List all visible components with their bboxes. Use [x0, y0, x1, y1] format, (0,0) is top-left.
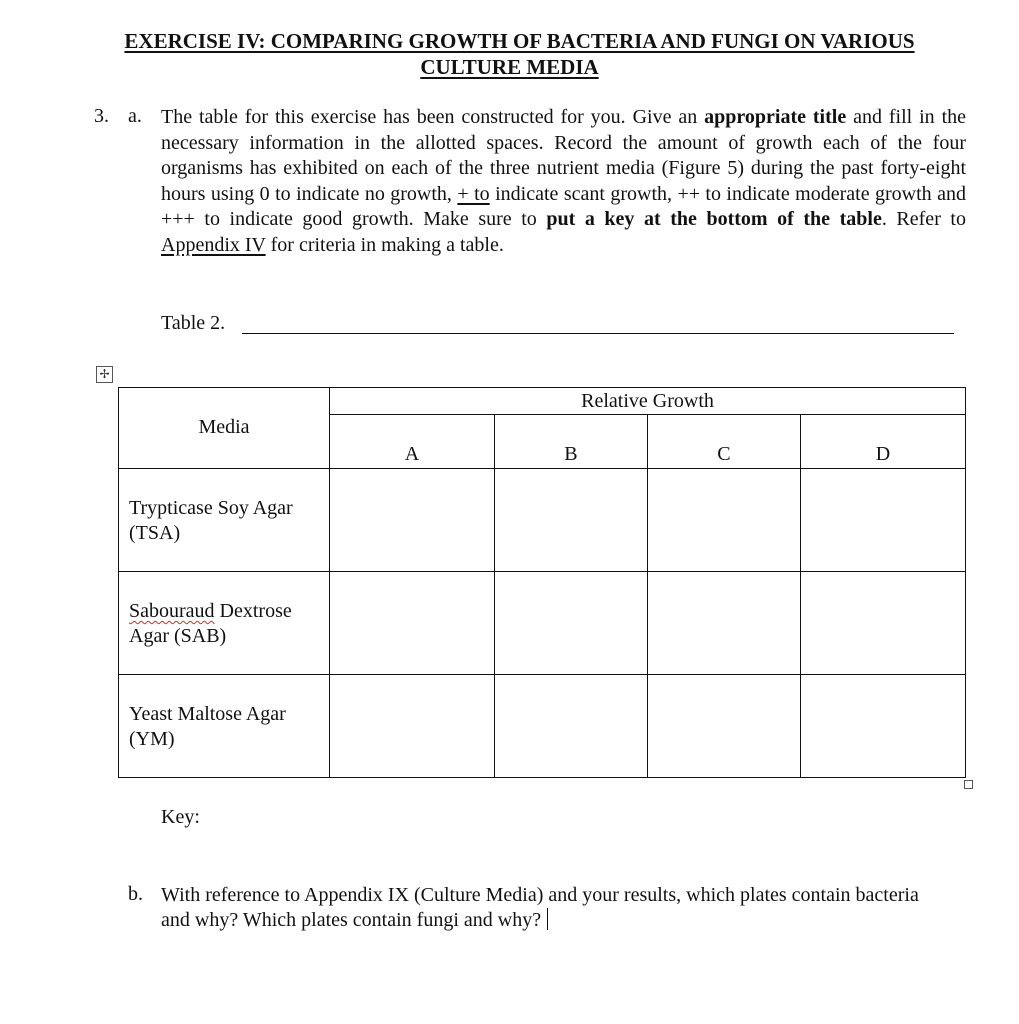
text-cursor [547, 908, 548, 930]
table-row [119, 674, 966, 777]
question-b-text[interactable]: With reference to Appendix IX (Culture Media) and your results, which plates contain bacteria and why? Which plates contain fungi and why? [161, 884, 919, 931]
table-row [119, 571, 966, 674]
growth-cell-ym-a[interactable] [330, 674, 495, 777]
underlined-plus-to: + to [457, 182, 490, 205]
growth-cell-ym-b[interactable] [494, 674, 647, 777]
growth-table [118, 387, 966, 778]
organism-header-a: A [330, 415, 495, 469]
growth-cell-sab-a[interactable] [330, 571, 495, 674]
growth-cell-ym-d[interactable] [800, 674, 965, 777]
relative-growth-header: Relative Growth [330, 388, 966, 415]
table-move-handle-icon[interactable]: ✢ [96, 366, 113, 383]
growth-cell-tsa-a[interactable] [330, 468, 495, 571]
media-name-sab: Sabouraud Dextrose Agar (SAB) [119, 571, 330, 674]
organism-header-c: C [647, 415, 800, 469]
spellcheck-word: Sabouraud [129, 599, 215, 622]
growth-cell-sab-b[interactable] [494, 571, 647, 674]
heading-line-1: EXERCISE IV: COMPARING GROWTH OF BACTERIA AND FUNGI ON VARIOUS [124, 29, 915, 53]
growth-cell-sab-d[interactable] [800, 571, 965, 674]
table-resize-handle-icon[interactable] [964, 780, 973, 789]
question-b-letter: b. [128, 883, 143, 905]
heading-line-2: CULTURE MEDIA [420, 55, 599, 79]
growth-cell-ym-c[interactable] [647, 674, 800, 777]
media-name-ym: Yeast Maltose Agar (YM) [119, 674, 330, 777]
growth-cell-tsa-b[interactable] [494, 468, 647, 571]
exercise-heading [0, 28, 1019, 80]
table-row [119, 468, 966, 571]
table-title-blank[interactable] [242, 333, 954, 334]
growth-cell-tsa-d[interactable] [800, 468, 965, 571]
media-header: Media [119, 388, 330, 469]
question-a-text[interactable]: The table for this exercise has been constructed for you. Give an appropriate title and fill in the necessary information in the allotted spaces. Record the amount of growth each of the four organisms has exhibited on each of the three nutrient media (Figure 5) during the past forty-eight hours using 0 to indicate no growth, + to indicate scant growth, ++ to indicate moderate growth and +++ to indicate good growth. Make sure to put a key at the bottom of the table. Refer to Appendix IV for criteria in making a table. [161, 106, 967, 256]
growth-cell-tsa-c[interactable] [647, 468, 800, 571]
question-number: 3. [94, 105, 109, 127]
growth-cell-sab-c[interactable] [647, 571, 800, 674]
appendix-iv-link[interactable]: Appendix IV [161, 233, 266, 256]
organism-header-b: B [494, 415, 647, 469]
emphasis-put-key: put a key at the bottom of the table [546, 208, 882, 230]
emphasis-appropriate-title: appropriate title [704, 106, 847, 128]
table-label: Table 2. [161, 312, 226, 334]
key-label: Key: [161, 806, 200, 828]
media-name-tsa: Trypticase Soy Agar (TSA) [119, 468, 330, 571]
question-a-letter: a. [128, 105, 142, 127]
organism-header-d: D [800, 415, 965, 469]
